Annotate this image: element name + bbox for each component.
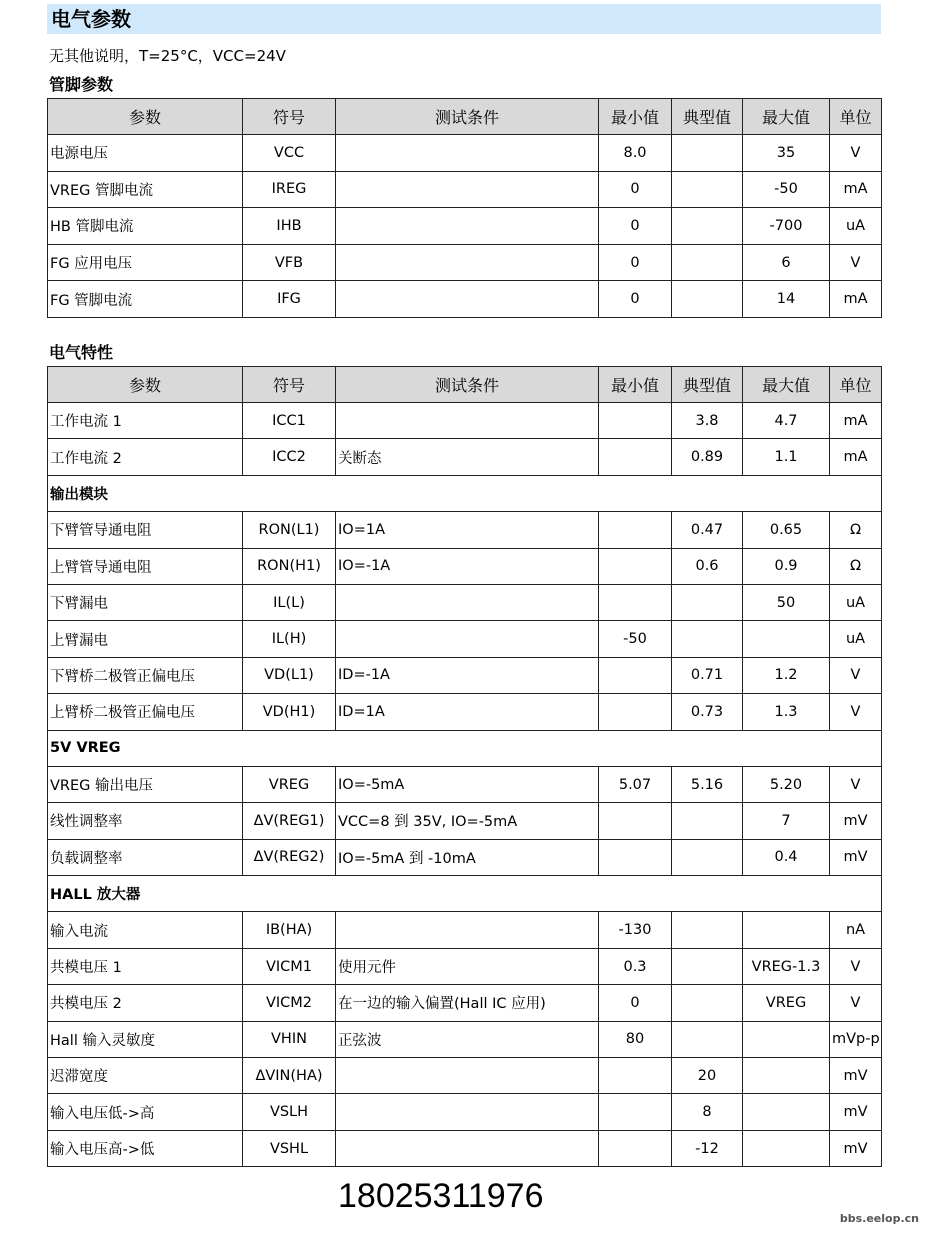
- cell-min: [599, 694, 672, 730]
- cell-symbol: VSLH: [243, 1094, 336, 1130]
- cell-unit: mA: [830, 171, 882, 208]
- cell-parameter: 线性调整率: [48, 803, 243, 839]
- cell-parameter: 上臂管导通电阻: [48, 548, 243, 584]
- cell-min: [599, 1094, 672, 1130]
- electrical-characteristics-table: [47, 366, 882, 1167]
- elec-table-row: [48, 657, 882, 693]
- cell-min: 0: [599, 208, 672, 245]
- pin-header-min: 最小值: [599, 99, 672, 135]
- cell-max: 0.4: [743, 839, 830, 875]
- cell-unit: mV: [830, 803, 882, 839]
- cell-max: [743, 912, 830, 948]
- pin-parameters-table: [47, 98, 882, 318]
- cell-min: [599, 1130, 672, 1166]
- cell-typ: [672, 584, 743, 620]
- cell-symbol: RON(H1): [243, 548, 336, 584]
- elec-table-row: [48, 1130, 882, 1166]
- cell-max: 50: [743, 584, 830, 620]
- group-hall-amplifier: [48, 876, 882, 912]
- cell-symbol: IFG: [243, 281, 336, 318]
- cell-typ: 5.16: [672, 766, 743, 802]
- pin-header-max: 最大值: [743, 99, 830, 135]
- cell-condition: [336, 403, 599, 439]
- elec-header-condition: 测试条件: [336, 367, 599, 403]
- cell-min: 0: [599, 281, 672, 318]
- cell-unit: mV: [830, 1058, 882, 1094]
- cell-unit: uA: [830, 621, 882, 657]
- cell-max: 1.3: [743, 694, 830, 730]
- cell-symbol: ΔV(REG2): [243, 839, 336, 875]
- cell-typ: 0.6: [672, 548, 743, 584]
- group-output-module-label: 输出模块: [48, 475, 882, 511]
- elec-header-typ: 典型值: [672, 367, 743, 403]
- cell-max: 5.20: [743, 766, 830, 802]
- cell-condition: 正弦波: [336, 1021, 599, 1057]
- cell-typ: [672, 135, 743, 172]
- cell-parameter: VREG 管脚电流: [48, 171, 243, 208]
- cell-max: [743, 621, 830, 657]
- pin-header-condition: 测试条件: [336, 99, 599, 135]
- pin-header-typ: 典型值: [672, 99, 743, 135]
- cell-parameter: 电源电压: [48, 135, 243, 172]
- elec-table-row: [48, 948, 882, 984]
- cell-unit: mA: [830, 403, 882, 439]
- cell-unit: Ω: [830, 548, 882, 584]
- cell-parameter: 负载调整率: [48, 839, 243, 875]
- cell-typ: 0.47: [672, 512, 743, 548]
- cell-typ: 0.73: [672, 694, 743, 730]
- elec-table-row: [48, 621, 882, 657]
- cell-min: [599, 803, 672, 839]
- cell-parameter: 共模电压 1: [48, 948, 243, 984]
- pin-table-row: [48, 244, 882, 281]
- cell-min: 0: [599, 985, 672, 1021]
- cell-condition: [336, 244, 599, 281]
- cell-symbol: VREG: [243, 766, 336, 802]
- cell-unit: V: [830, 985, 882, 1021]
- cell-condition: [336, 208, 599, 245]
- cell-unit: mVp-p: [830, 1021, 882, 1057]
- elec-table-row: [48, 512, 882, 548]
- cell-typ: [672, 912, 743, 948]
- cell-max: VREG: [743, 985, 830, 1021]
- cell-unit: mV: [830, 839, 882, 875]
- cell-parameter: 迟滞宽度: [48, 1058, 243, 1094]
- cell-parameter: FG 应用电压: [48, 244, 243, 281]
- cell-symbol: VD(L1): [243, 657, 336, 693]
- cell-min: [599, 584, 672, 620]
- cell-parameter: 下臂桥二极管正偏电压: [48, 657, 243, 693]
- cell-unit: V: [830, 135, 882, 172]
- cell-condition: [336, 1130, 599, 1166]
- cell-min: [599, 512, 672, 548]
- page-title: 电气参数: [51, 7, 131, 31]
- pin-table-row: [48, 281, 882, 318]
- cell-min: 0: [599, 171, 672, 208]
- cell-typ: [672, 171, 743, 208]
- group-output-module: [48, 475, 882, 511]
- elec-table-row: [48, 694, 882, 730]
- cell-symbol: VSHL: [243, 1130, 336, 1166]
- cell-parameter: 输入电压低->高: [48, 1094, 243, 1130]
- cell-symbol: RON(L1): [243, 512, 336, 548]
- condition-note: 无其他说明，T=25°C，VCC=24V: [49, 47, 286, 65]
- cell-unit: V: [830, 657, 882, 693]
- cell-max: VREG-1.3: [743, 948, 830, 984]
- cell-symbol: ICC2: [243, 439, 336, 475]
- cell-symbol: ΔVIN(HA): [243, 1058, 336, 1094]
- cell-unit: Ω: [830, 512, 882, 548]
- elec-table-row: [48, 403, 882, 439]
- cell-typ: 8: [672, 1094, 743, 1130]
- elec-section-heading: 电气特性: [49, 343, 114, 362]
- cell-parameter: 下臂漏电: [48, 584, 243, 620]
- elec-table-row: [48, 584, 882, 620]
- pin-table-header-row: [48, 99, 882, 135]
- cell-symbol: VICM1: [243, 948, 336, 984]
- cell-unit: nA: [830, 912, 882, 948]
- cell-typ: -12: [672, 1130, 743, 1166]
- cell-unit: V: [830, 948, 882, 984]
- cell-max: 1.1: [743, 439, 830, 475]
- elec-table-row: [48, 985, 882, 1021]
- cell-parameter: FG 管脚电流: [48, 281, 243, 318]
- cell-symbol: IHB: [243, 208, 336, 245]
- pin-table-row: [48, 208, 882, 245]
- cell-parameter: HB 管脚电流: [48, 208, 243, 245]
- cell-parameter: VREG 输出电压: [48, 766, 243, 802]
- watermark: bbs.eelop.cn: [839, 1212, 919, 1225]
- cell-typ: [672, 244, 743, 281]
- elec-table-row: [48, 548, 882, 584]
- cell-symbol: VFB: [243, 244, 336, 281]
- cell-max: [743, 1058, 830, 1094]
- cell-min: [599, 657, 672, 693]
- cell-unit: mV: [830, 1094, 882, 1130]
- cell-condition: [336, 1094, 599, 1130]
- pin-header-symbol: 符号: [243, 99, 336, 135]
- cell-min: 80: [599, 1021, 672, 1057]
- cell-unit: uA: [830, 208, 882, 245]
- cell-min: -130: [599, 912, 672, 948]
- cell-condition: IO=-5mA: [336, 766, 599, 802]
- cell-max: 1.2: [743, 657, 830, 693]
- elec-table-row: [48, 439, 882, 475]
- cell-min: [599, 439, 672, 475]
- title-bar: [47, 4, 881, 34]
- cell-parameter: 工作电流 1: [48, 403, 243, 439]
- cell-unit: V: [830, 244, 882, 281]
- cell-min: [599, 839, 672, 875]
- cell-max: [743, 1094, 830, 1130]
- cell-condition: 使用元件: [336, 948, 599, 984]
- cell-condition: IO=-1A: [336, 548, 599, 584]
- elec-header-max: 最大值: [743, 367, 830, 403]
- cell-typ: 0.89: [672, 439, 743, 475]
- cell-condition: IO=-5mA 到 -10mA: [336, 839, 599, 875]
- footer-phone-number: 18025311976: [338, 1177, 544, 1215]
- cell-typ: 20: [672, 1058, 743, 1094]
- cell-condition: [336, 584, 599, 620]
- group-hall-amplifier-label: HALL 放大器: [48, 876, 882, 912]
- elec-table-row: [48, 803, 882, 839]
- cell-symbol: VICM2: [243, 985, 336, 1021]
- cell-symbol: ΔV(REG1): [243, 803, 336, 839]
- cell-max: [743, 1021, 830, 1057]
- elec-table-header-row: [48, 367, 882, 403]
- cell-unit: uA: [830, 584, 882, 620]
- cell-max: 6: [743, 244, 830, 281]
- elec-header-symbol: 符号: [243, 367, 336, 403]
- cell-max: 35: [743, 135, 830, 172]
- elec-header-min: 最小值: [599, 367, 672, 403]
- cell-condition: [336, 621, 599, 657]
- cell-max: -700: [743, 208, 830, 245]
- elec-table-row: [48, 766, 882, 802]
- group-5v-vreg-label: 5V VREG: [48, 730, 882, 766]
- elec-header-unit: 单位: [830, 367, 882, 403]
- cell-unit: mV: [830, 1130, 882, 1166]
- cell-condition: VCC=8 到 35V, IO=-5mA: [336, 803, 599, 839]
- cell-unit: mA: [830, 439, 882, 475]
- pin-header-unit: 单位: [830, 99, 882, 135]
- elec-header-parameter: 参数: [48, 367, 243, 403]
- group-5v-vreg: [48, 730, 882, 766]
- cell-condition: 关断态: [336, 439, 599, 475]
- cell-min: -50: [599, 621, 672, 657]
- cell-condition: ID=1A: [336, 694, 599, 730]
- cell-condition: 在一边的输入偏置(Hall IC 应用): [336, 985, 599, 1021]
- cell-typ: 0.71: [672, 657, 743, 693]
- elec-table-row: [48, 1094, 882, 1130]
- cell-condition: [336, 135, 599, 172]
- cell-max: 0.65: [743, 512, 830, 548]
- cell-typ: [672, 803, 743, 839]
- cell-symbol: IL(H): [243, 621, 336, 657]
- cell-max: 4.7: [743, 403, 830, 439]
- elec-table-row: [48, 1021, 882, 1057]
- cell-max: [743, 1130, 830, 1166]
- cell-parameter: 工作电流 2: [48, 439, 243, 475]
- cell-parameter: 上臂漏电: [48, 621, 243, 657]
- cell-condition: [336, 1058, 599, 1094]
- cell-symbol: VHIN: [243, 1021, 336, 1057]
- cell-symbol: VD(H1): [243, 694, 336, 730]
- cell-min: 8.0: [599, 135, 672, 172]
- elec-table-row: [48, 912, 882, 948]
- cell-max: -50: [743, 171, 830, 208]
- cell-min: [599, 548, 672, 584]
- cell-typ: 3.8: [672, 403, 743, 439]
- cell-condition: [336, 171, 599, 208]
- cell-condition: [336, 912, 599, 948]
- cell-typ: [672, 208, 743, 245]
- cell-min: [599, 1058, 672, 1094]
- cell-typ: [672, 621, 743, 657]
- cell-max: 14: [743, 281, 830, 318]
- cell-max: 7: [743, 803, 830, 839]
- cell-max: 0.9: [743, 548, 830, 584]
- elec-table-row: [48, 1058, 882, 1094]
- pin-section-heading: 管脚参数: [49, 75, 114, 94]
- pin-table-row: [48, 171, 882, 208]
- cell-symbol: IB(HA): [243, 912, 336, 948]
- cell-parameter: 输入电流: [48, 912, 243, 948]
- pin-table-row: [48, 135, 882, 172]
- cell-parameter: 输入电压高->低: [48, 1130, 243, 1166]
- cell-parameter: 上臂桥二极管正偏电压: [48, 694, 243, 730]
- cell-typ: [672, 985, 743, 1021]
- cell-parameter: 共模电压 2: [48, 985, 243, 1021]
- cell-condition: ID=-1A: [336, 657, 599, 693]
- pin-header-parameter: 参数: [48, 99, 243, 135]
- cell-unit: V: [830, 766, 882, 802]
- cell-typ: [672, 1021, 743, 1057]
- cell-symbol: IREG: [243, 171, 336, 208]
- cell-unit: V: [830, 694, 882, 730]
- cell-condition: IO=1A: [336, 512, 599, 548]
- cell-min: 5.07: [599, 766, 672, 802]
- cell-typ: [672, 839, 743, 875]
- cell-unit: mA: [830, 281, 882, 318]
- cell-symbol: ICC1: [243, 403, 336, 439]
- cell-symbol: IL(L): [243, 584, 336, 620]
- cell-typ: [672, 948, 743, 984]
- cell-symbol: VCC: [243, 135, 336, 172]
- cell-min: [599, 403, 672, 439]
- cell-typ: [672, 281, 743, 318]
- elec-table-row: [48, 839, 882, 875]
- cell-min: 0.3: [599, 948, 672, 984]
- cell-parameter: 下臂管导通电阻: [48, 512, 243, 548]
- cell-parameter: Hall 输入灵敏度: [48, 1021, 243, 1057]
- cell-condition: [336, 281, 599, 318]
- cell-min: 0: [599, 244, 672, 281]
